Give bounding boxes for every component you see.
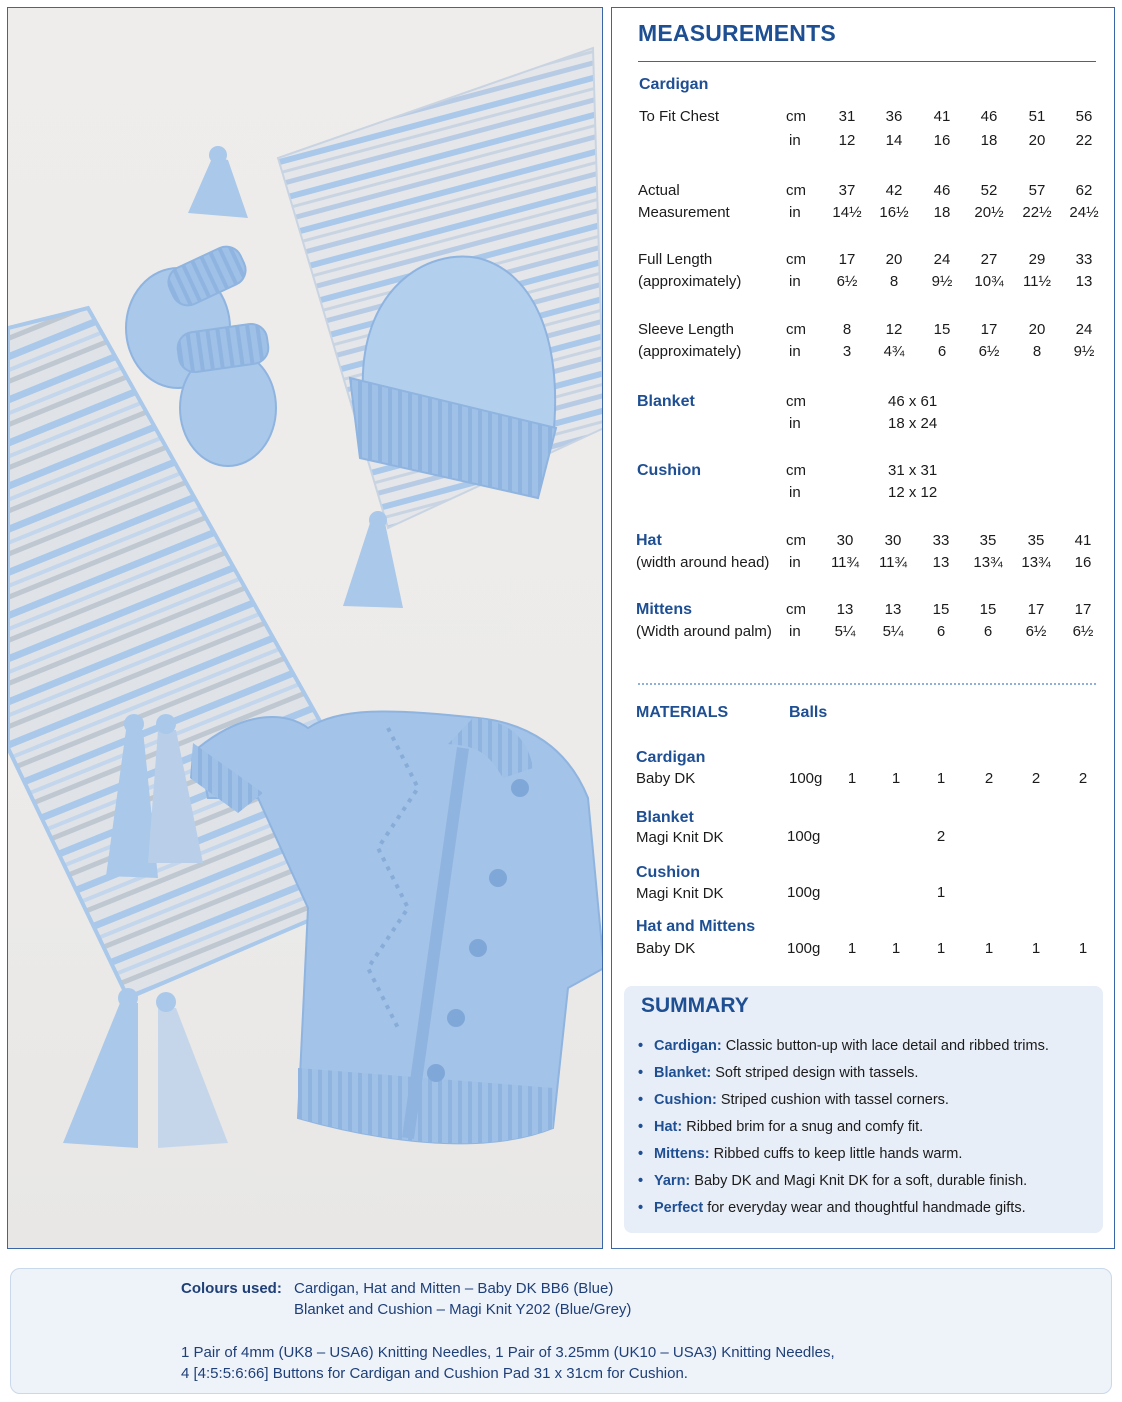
bullet-icon: • (638, 1065, 644, 1081)
footer-box (10, 1268, 1112, 1394)
bullet-icon: • (638, 1173, 644, 1189)
colours-line-1: Cardigan, Hat and Mitten – Baby DK BB6 (Blue) (294, 1280, 614, 1297)
section-divider (638, 683, 1096, 685)
knitwear-illustration (8, 8, 603, 1249)
bullet-icon: • (638, 1092, 644, 1108)
bullet-icon: • (638, 1119, 644, 1135)
needles-line-1: 1 Pair of 4mm (UK8 – USA6) Knitting Needles, 1 Pair of 3.25mm (UK10 – USA3) Knitting Needles, (181, 1344, 835, 1361)
summary-box (624, 986, 1103, 1233)
info-panel: MEASUREMENTS Cardigan To Fit Chest cm in 31 36 41 46 51 56 12 14 16 18 20 22 Actual Measurement cm in 37 42 46 52 57 62 14½ 16½ 18 20½ 22½ 24½ Full Length (approximately) cm in 17 20 24 27 29 33 6½ 8 9½ 10¾ 11½ 13 Sleeve Length (approximately) cm in 8 12 15 17 20 24 3 4¾ 6 6½ 8 9½ Blanket cm in 46 x 61 18 x 24 Cushion cm in 31 x 31 12 x 12 Hat (width around head) cm in 30 30 33 35 35 41 11¾ 11¾ 13 13¾ 13¾ 16 Mittens (Width around palm) cm in 13 13 15 15 17 17 5¼ 5¼ 6 6 6½ 6½ MATERIALS Balls Cardigan Baby DK 100g 1 1 1 2 2 2 Blanket Magi Knit DK 100g 2 Cushion Magi Knit DK 100g 1 Hat and Mittens Baby DK 100g 1 1 1 1 1 1 SUMMARY • Cardigan: Classic button-up with lace detail and ribbed trims. • Blanket: Soft striped design with tassels. • Cushion: Striped cushion with tassel corners. • Hat: Ribbed brim for a snug and comfy fit. • Mittens: Ribbed cuffs to keep little hands warm. • Yarn: Baby DK and Magi Knit DK for a soft, durable finish. • Perfect for everyday wear and thoughtful handmade gifts. (611, 7, 1115, 1249)
materials-title: MATERIALS (636, 704, 729, 721)
bullet-icon: • (638, 1200, 644, 1216)
bullet-icon: • (638, 1038, 644, 1054)
summary-list (638, 1033, 1049, 1222)
title-rule (638, 61, 1096, 62)
cardigan-heading: Cardigan (639, 76, 709, 93)
measurements-title: MEASUREMENTS (638, 20, 836, 46)
product-photo (7, 7, 603, 1249)
summary-item: • Yarn: Baby DK and Magi Knit DK for a soft, durable finish. (638, 1168, 1049, 1195)
summary-title: SUMMARY (641, 994, 749, 1017)
summary-item: • Cushion: Striped cushion with tassel corners. (638, 1087, 1049, 1114)
summary-item: • Cardigan: Classic button-up with lace detail and ribbed trims. (638, 1033, 1049, 1060)
colours-line-2: Blanket and Cushion – Magi Knit Y202 (Blue/Grey) (294, 1301, 632, 1318)
summary-item: • Mittens: Ribbed cuffs to keep little hands warm. (638, 1141, 1049, 1168)
bullet-icon: • (638, 1146, 644, 1162)
needles-line-2: 4 [4:5:5:6:66] Buttons for Cardigan and Cushion Pad 31 x 31cm for Cushion. (181, 1365, 688, 1382)
balls-header: Balls (789, 704, 828, 721)
summary-item: • Blanket: Soft striped design with tassels. (638, 1060, 1049, 1087)
summary-item: • Perfect for everyday wear and thoughtful handmade gifts. (638, 1195, 1049, 1222)
colours-label: Colours used: (181, 1280, 282, 1297)
summary-item: • Hat: Ribbed brim for a snug and comfy fit. (638, 1114, 1049, 1141)
